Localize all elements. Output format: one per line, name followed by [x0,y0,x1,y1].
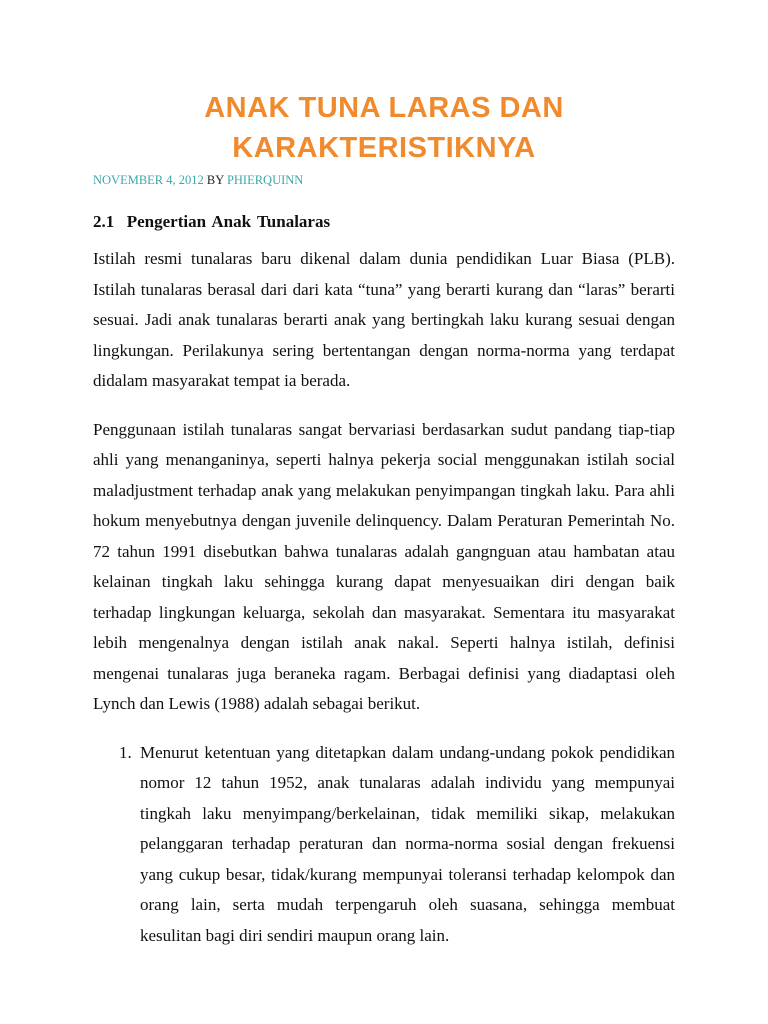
section-heading: 2.1 Pengertian Anak Tunalaras [93,212,331,231]
paragraph-2: Penggunaan istilah tunalaras sangat bervariasi berdasarkan sudut pandang tiap-tiap ahli yang menanganinya, seperti halnya pekerja social menggunakan istilah social maladjustment terhadap anak yang melakukan penyimpangan tingkah laku. Para ahli hokum menyebutnya dengan juvenile delinquency. Dalam Peraturan Pemerintah No. 72 tahun 1991 disebutkan bahwa tunalaras adalah gangnguan atau hambatan atau kelainan tingkah laku sehingga kurang dapat menyesuaikan diri dengan baik terhadap lingkungan keluarga, sekolah dan masyarakat. Sementara itu masyarakat lebih mengenalnya dengan istilah anak nakal. Seperti halnya istilah, definisi mengenai tunalaras juga beraneka ragam. Berbagai definisi yang diadaptasi oleh Lynch dan Lewis (1988) adalah sebagai berikut. [93,419,675,713]
paragraph-1: Istilah resmi tunalaras baru dikenal dalam dunia pendidikan Luar Biasa (PLB). Istilah tunalaras berasal dari dari kata “tuna” yang berarti kurang dan “laras” berarti sesuai. Jadi anak tunalaras berarti anak yang bertingkah laku kurang sesuai dengan lingkungan. Perilakunya sering bertentangan dengan norma-norma yang terdapat didalam masyarakat tempat ia berada. [93,249,675,390]
article-title [93,88,675,168]
author-link[interactable]: PHIERQUINN [226,173,304,187]
list-item-text: Menurut ketentuan yang ditetapkan dalam undang-undang pokok pendidikan nomor 12 tahun 1952, anak tunalaras adalah individu yang mempunyai tingkah laku menyimpang/berkelainan, tidak memiliki sikap, melakukan pelanggaran terhadap peraturan dan norma-norma sosial dengan frekuensi yang cukup besar, tidak/kurang mempunyai toleransi terhadap kelompok dan orang lain, serta mudah terpengaruh oleh suasana, sehingga membuat kesulitan bagi diri sendiri maupun orang lain. [140,742,675,945]
article [93,88,675,951]
article-title-line-1: ANAK TUNA LARAS DAN [204,92,564,124]
article-meta [93,172,675,188]
definition-list [93,738,675,952]
post-date-link[interactable]: NOVEMBER 4, 2012 [93,173,204,187]
article-title-line-2: KARAKTERISTIKNYA [232,132,536,164]
by-label: BY [203,173,227,187]
list-item-number: 1. [119,742,132,762]
list-item [93,738,675,952]
